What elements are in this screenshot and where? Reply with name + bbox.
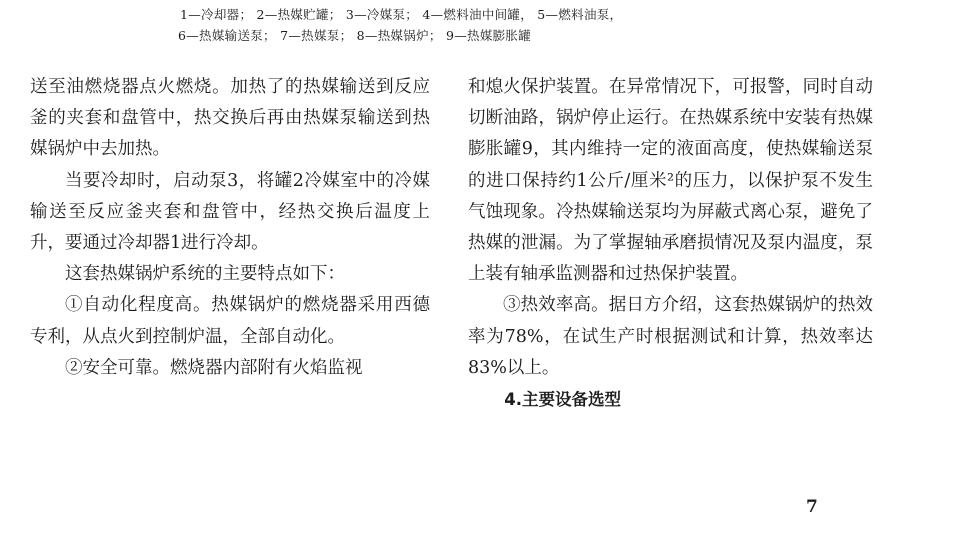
paragraph-cooling: 当要冷却时，启动泵3，将罐2冷媒室中的冷媒输送至反应釜夹套和盘管中，经热交换后温度上升，要通过冷却器1进行冷却。 bbox=[30, 170, 430, 254]
paragraph-continuation: 送至油燃烧器点火燃烧。加热了的热媒输送到反应釜的夹套和盘管中，热交换后再由热媒泵输送到热媒锅炉中去加热。 bbox=[30, 77, 430, 160]
section-heading: 4.主要设备选型 bbox=[504, 390, 622, 410]
caption-line-2: 6—热媒输送泵； 7—热媒泵； 8—热媒锅炉； 9—热媒膨胀罐 bbox=[178, 28, 532, 43]
paragraph-feature-efficiency: ③热效率高。据日方介绍，这套热媒锅炉的热效率为78%，在试生产时根据测试和计算，热效率达83%以上。 bbox=[468, 295, 873, 378]
right-column bbox=[468, 72, 873, 415]
left-column bbox=[30, 72, 430, 384]
page-number: 7 bbox=[806, 497, 818, 517]
paragraph-feature-automation: ①自动化程度高。热媒锅炉的燃烧器采用西德专利，从点火到控制炉温，全部自动化。 bbox=[30, 295, 430, 347]
paragraph-feature-safety: ②安全可靠。燃烧器内部附有火焰监视 bbox=[65, 357, 363, 378]
paragraph-features-intro: 这套热媒锅炉系统的主要特点如下： bbox=[65, 264, 345, 285]
caption-line-1: 1—冷却器； 2—热媒贮罐； 3—冷媒泵； 4—燃料油中间罐， 5—燃料油泵， bbox=[180, 7, 623, 22]
figure-caption bbox=[90, 4, 810, 46]
paragraph-safety-continuation: 和熄火保护装置。在异常情况下，可报警，同时自动切断油路，锅炉停止运行。在热媒系统中安装有热媒膨胀罐9，其内维持一定的液面高度，使热媒输送泵的进口保持约1公斤/厘米²的压力，以保护泵不发生气蚀现象。冷热媒输送泵均为屏蔽式离心泵，避免了热媒的泄漏。为了掌握轴承磨损情况及泵内温度，泵上装有轴承监测器和过热保护装置。 bbox=[468, 77, 873, 285]
